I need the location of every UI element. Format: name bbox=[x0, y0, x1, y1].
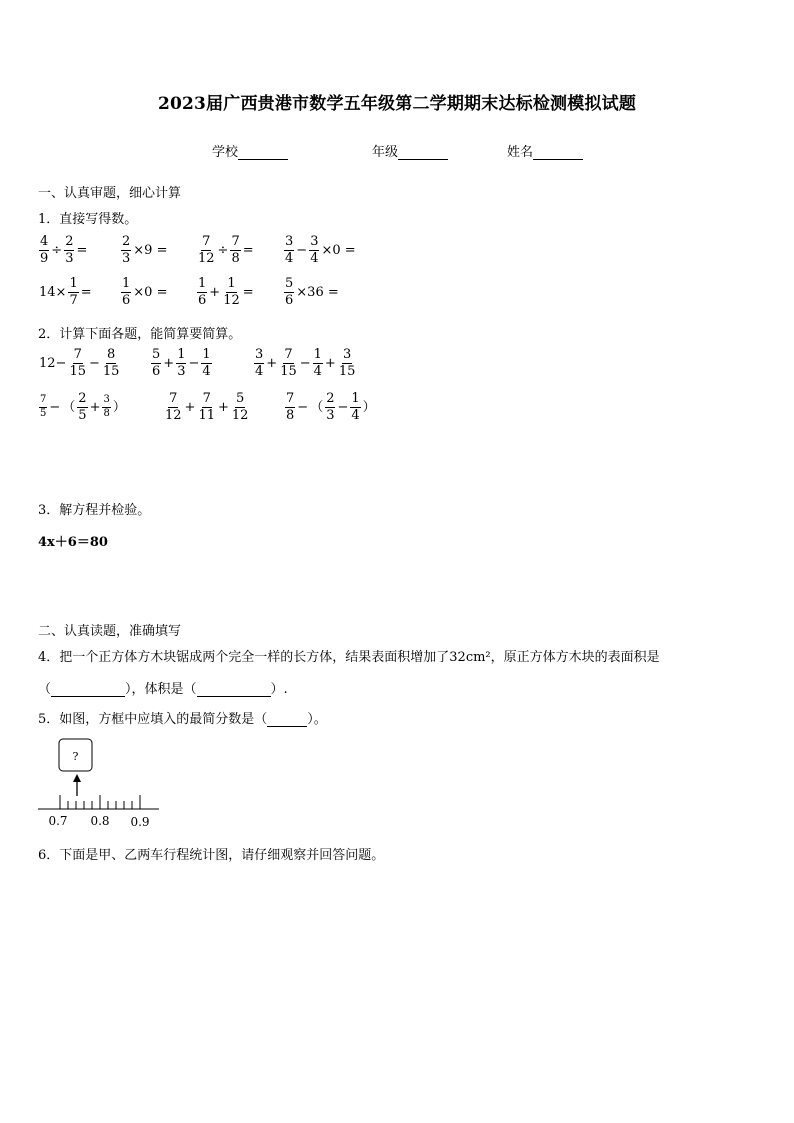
q2-row2-expr1: $\frac{7}{5}$ − （ $\frac{2}{5}$ + $\frac{3}{8}$ ） bbox=[40, 391, 126, 423]
q1-row1-expr3: $\frac{7}{12}$ ÷ $\frac{7}{8}$ = bbox=[198, 234, 254, 266]
tick-label-0-7: 0.7 bbox=[48, 814, 68, 828]
q1-row2-expr2: $\frac{1}{6}$ ×0 = bbox=[122, 276, 168, 308]
number-line-diagram bbox=[36, 736, 166, 831]
q1-row2-expr3: $\frac{1}{6}$ + $\frac{1}{12}$ = bbox=[198, 276, 254, 308]
q1-row1-expr1: $\frac{4}{9}$ ÷ $\frac{2}{3}$ = bbox=[40, 234, 88, 266]
q1-row2-expr1: 14× $\frac{1}{7}$ = bbox=[39, 276, 92, 308]
name-label: 姓名 bbox=[507, 145, 534, 160]
grade-label: 年级 bbox=[372, 145, 399, 160]
q5-label: 5．如图，方框中应填入的最简分数是（ ）。 bbox=[38, 712, 327, 727]
q2-row1-expr3: $\frac{3}{4}$ + $\frac{7}{15}$ − $\frac{1}{4}$ + $\frac{3}{15}$ bbox=[255, 347, 356, 379]
q4-blank-2[interactable] bbox=[197, 682, 271, 697]
q2-row2-expr2: $\frac{7}{12}$ + $\frac{7}{11}$ + $\frac{5}{12}$ bbox=[165, 391, 249, 423]
school-label: 学校 bbox=[212, 145, 239, 160]
q5-blank[interactable] bbox=[267, 712, 307, 727]
grade-blank[interactable] bbox=[398, 145, 448, 160]
tick-label-0-9: 0.9 bbox=[130, 815, 150, 829]
q1-row2-expr4: $\frac{5}{6}$ ×36 = bbox=[285, 276, 339, 308]
arrow-up-icon bbox=[73, 774, 81, 782]
q2-label: 2．计算下面各题，能简算要简算。 bbox=[38, 327, 242, 342]
q4-line1: 4．把一个正方体方木块锯成两个完全一样的长方体，结果表面积增加了32cm²，原正方体方木块的表面积是 bbox=[38, 650, 660, 665]
answer-box-text: ? bbox=[72, 750, 79, 763]
q4-line2: （ ），体积是（ ）. bbox=[38, 682, 288, 697]
q3-equation: 4x＋6＝80 bbox=[38, 535, 108, 550]
q1-row1-expr4: $\frac{3}{4}$ − $\frac{3}{4}$ ×0 = bbox=[285, 234, 356, 266]
name-field bbox=[507, 141, 583, 160]
page-title: 2023届广西贵港市数学五年级第二学期期末达标检测模拟试题 bbox=[157, 94, 637, 114]
q2-row2-expr3: $\frac{7}{8}$ − （ $\frac{2}{3}$ − $\frac{1}{4}$ ） bbox=[286, 391, 376, 423]
q3-label: 3．解方程并检验。 bbox=[38, 503, 151, 518]
tick-label-0-8: 0.8 bbox=[90, 814, 110, 828]
school-field bbox=[212, 141, 288, 160]
section2-title: 二、认真读题，准确填写 bbox=[38, 624, 182, 639]
section1-title: 一、认真审题，细心计算 bbox=[38, 186, 182, 201]
school-blank[interactable] bbox=[238, 145, 288, 160]
grade-field bbox=[372, 141, 448, 160]
q2-row1-expr1: 12− $\frac{7}{15}$ − $\frac{8}{15}$ bbox=[39, 347, 120, 379]
number-line-ticks bbox=[60, 795, 140, 809]
name-blank[interactable] bbox=[533, 145, 583, 160]
q4-blank-1[interactable] bbox=[51, 682, 125, 697]
q6-label: 6．下面是甲、乙两车行程统计图，请仔细观察并回答问题。 bbox=[38, 848, 385, 863]
q1-row1-expr2: $\frac{2}{3}$ ×9 = bbox=[122, 234, 168, 266]
q2-row1-expr2: $\frac{5}{6}$ + $\frac{1}{3}$ − $\frac{1}{4}$ bbox=[152, 347, 211, 379]
q1-label: 1．直接写得数。 bbox=[38, 212, 138, 227]
